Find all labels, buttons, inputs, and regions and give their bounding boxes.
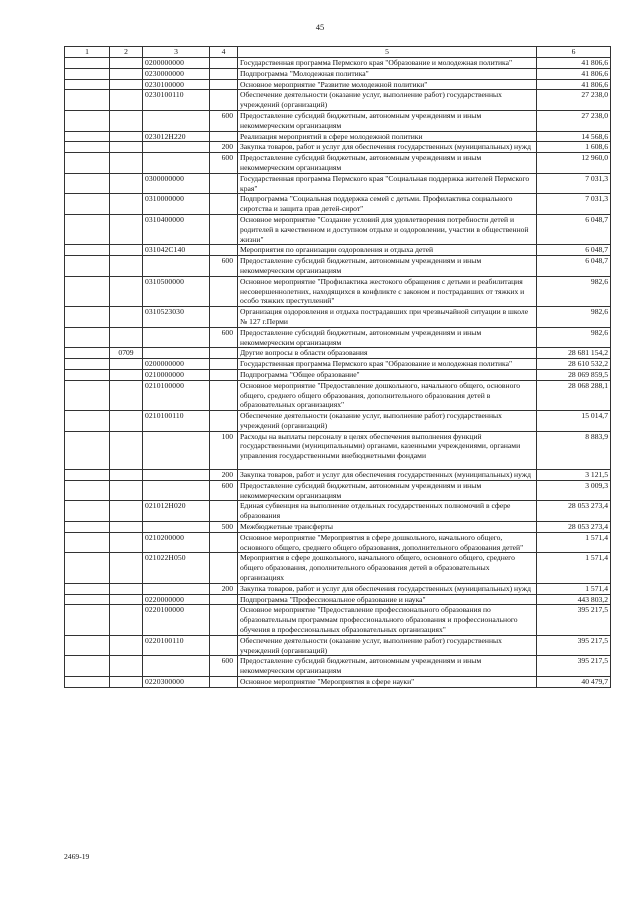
table-row [65,276,611,306]
cell-target-code [143,142,210,153]
cell-description: Предоставление субсидий бюджетным, автономным учреждениям и иным некоммерческим организациям [238,656,537,677]
cell-amount: 1 571,4 [537,583,611,594]
budget-table [64,46,611,688]
cell-section-code [110,583,143,594]
table-row [65,173,611,194]
cell-amount: 27 238,0 [537,90,611,111]
cell-section-code [110,656,143,677]
cell-expense-type: 100 [210,431,238,469]
cell-section-code [110,245,143,256]
cell-description: Предоставление субсидий бюджетным, автономным учреждениям и иным некоммерческим организациям [238,110,537,131]
cell-description: Подпрограмма "Общее образование" [238,369,537,380]
cell-col-1 [65,153,110,174]
cell-section-code [110,635,143,656]
cell-expense-type [210,369,238,380]
cell-target-code [143,431,210,469]
cell-amount: 1 571,4 [537,553,611,583]
cell-amount: 3 121,5 [537,470,611,481]
cell-amount: 395 217,5 [537,635,611,656]
cell-target-code: 021022Н050 [143,553,210,583]
cell-section-code [110,522,143,533]
cell-col-1 [65,594,110,605]
cell-col-1 [65,431,110,469]
table-row [65,594,611,605]
cell-col-1 [65,411,110,432]
cell-expense-type: 500 [210,522,238,533]
cell-target-code [143,348,210,359]
cell-description: Подпрограмма "Профессиональное образование и наука" [238,594,537,605]
cell-amount: 6 048,7 [537,256,611,277]
cell-expense-type [210,245,238,256]
cell-target-code: 0210100110 [143,411,210,432]
cell-section-code [110,79,143,90]
cell-description: Предоставление субсидий бюджетным, автономным учреждениям и иным некоммерческим организациям [238,480,537,501]
cell-amount: 395 217,5 [537,656,611,677]
cell-target-code: 0310000000 [143,194,210,215]
column-header-2: 2 [110,47,143,58]
cell-section-code [110,605,143,635]
table-body [65,58,611,688]
cell-target-code: 023012Н220 [143,131,210,142]
cell-description: Закупка товаров, работ и услуг для обеспечения государственных (муниципальных) нужд [238,583,537,594]
cell-expense-type [210,173,238,194]
cell-target-code: 0230000000 [143,68,210,79]
table-row [65,480,611,501]
cell-description: Предоставление субсидий бюджетным, автономным учреждениям и иным некоммерческим организациям [238,327,537,348]
cell-amount: 28 053 273,4 [537,522,611,533]
cell-section-code [110,256,143,277]
cell-expense-type [210,380,238,410]
table-row [65,131,611,142]
cell-expense-type [210,501,238,522]
table-row [65,256,611,277]
cell-section-code [110,501,143,522]
table-row [65,380,611,410]
cell-col-1 [65,307,110,328]
table-row [65,142,611,153]
cell-amount: 41 806,6 [537,79,611,90]
table-row [65,522,611,533]
cell-target-code [143,153,210,174]
column-header-5: 5 [238,47,537,58]
cell-target-code [143,522,210,533]
cell-section-code [110,532,143,553]
cell-expense-type [210,79,238,90]
table-row [65,553,611,583]
cell-expense-type: 600 [210,480,238,501]
cell-section-code [110,131,143,142]
cell-expense-type [210,276,238,306]
cell-expense-type [210,605,238,635]
cell-col-1 [65,470,110,481]
cell-description: Реализация мероприятий в сфере молодежной политики [238,131,537,142]
cell-description: Межбюджетные трансферты [238,522,537,533]
cell-amount: 41 806,6 [537,58,611,69]
cell-col-1 [65,480,110,501]
cell-col-1 [65,380,110,410]
cell-col-1 [65,194,110,215]
cell-description: Основное мероприятие "Предоставление профессионального образования по образовательным программам профессионального образования и профессионального обучения в профессиональных образовательных организациях" [238,605,537,635]
cell-target-code [143,110,210,131]
cell-amount: 6 048,7 [537,245,611,256]
cell-description: Государственная программа Пермского края "Образование и молодежная политика" [238,359,537,370]
cell-description: Обеспечение деятельности (оказание услуг, выполнение работ) государственных учреждений (организаций) [238,635,537,656]
cell-expense-type [210,90,238,111]
cell-target-code: 031042С140 [143,245,210,256]
cell-target-code: 0220000000 [143,594,210,605]
table-row [65,153,611,174]
cell-col-1 [65,276,110,306]
table-row [65,470,611,481]
cell-col-1 [65,79,110,90]
cell-description: Закупка товаров, работ и услуг для обеспечения государственных (муниципальных) нужд [238,142,537,153]
cell-expense-type: 600 [210,256,238,277]
cell-expense-type [210,214,238,244]
table-row [65,79,611,90]
header-row [65,47,611,58]
cell-amount: 8 883,9 [537,431,611,469]
cell-section-code [110,194,143,215]
cell-amount: 28 069 859,5 [537,369,611,380]
cell-section-code [110,110,143,131]
table-row [65,359,611,370]
cell-amount: 7 031,3 [537,173,611,194]
cell-col-1 [65,605,110,635]
cell-target-code [143,480,210,501]
cell-target-code: 0220100110 [143,635,210,656]
cell-amount: 1 571,4 [537,532,611,553]
cell-description: Предоставление субсидий бюджетным, автономным учреждениям и иным некоммерческим организациям [238,153,537,174]
cell-target-code [143,470,210,481]
cell-target-code: 021012Н020 [143,501,210,522]
cell-description: Основное мероприятие "Мероприятия в сфере дошкольного, начального общего, основного общего, среднего общего образования, дополнительного образования детей" [238,532,537,553]
cell-col-1 [65,90,110,111]
cell-target-code: 0220100000 [143,605,210,635]
column-header-4: 4 [210,47,238,58]
table-row [65,110,611,131]
cell-target-code [143,327,210,348]
cell-section-code [110,68,143,79]
cell-amount: 28 681 154,2 [537,348,611,359]
cell-col-1 [65,656,110,677]
cell-expense-type [210,68,238,79]
cell-expense-type [210,635,238,656]
cell-section-code [110,142,143,153]
cell-description: Подпрограмма "Молодежная политика" [238,68,537,79]
cell-expense-type: 200 [210,470,238,481]
cell-description: Мероприятия в сфере дошкольного, начального общего, основного общего, среднего общего образования, дополнительного образования детей в образовательных организациях [238,553,537,583]
cell-description: Обеспечение деятельности (оказание услуг, выполнение работ) государственных учреждений (организаций) [238,90,537,111]
cell-section-code [110,173,143,194]
table-header [65,47,611,58]
cell-target-code: 0200000000 [143,58,210,69]
cell-target-code: 0310500000 [143,276,210,306]
table-row [65,532,611,553]
cell-section-code [110,359,143,370]
cell-amount: 40 479,7 [537,677,611,688]
table-row [65,677,611,688]
cell-amount: 982,6 [537,307,611,328]
cell-amount: 1 608,6 [537,142,611,153]
table-row [65,369,611,380]
cell-amount: 3 009,3 [537,480,611,501]
table-row [65,348,611,359]
cell-description: Основное мероприятие "Мероприятия в сфере науки" [238,677,537,688]
cell-expense-type [210,532,238,553]
cell-target-code: 0210100000 [143,380,210,410]
column-header-6: 6 [537,47,611,58]
cell-target-code [143,583,210,594]
cell-col-1 [65,532,110,553]
cell-expense-type [210,58,238,69]
cell-col-1 [65,173,110,194]
cell-col-1 [65,131,110,142]
cell-description: Государственная программа Пермского края "Социальная поддержка жителей Пермского края" [238,173,537,194]
cell-expense-type [210,131,238,142]
cell-section-code [110,153,143,174]
cell-target-code: 0230100110 [143,90,210,111]
cell-description: Основное мероприятие "Предоставление дошкольного, начального общего, основного общего, среднего общего образования, дополнительного образования детей в образовательных организациях" [238,380,537,410]
cell-col-1 [65,110,110,131]
cell-col-1 [65,369,110,380]
cell-description: Основное мероприятие "Профилактика жестокого обращения с детьми и реабилитация несовершеннолетних, находящихся в конфликте с законом и пострадавших от тяжких и особо тяжких преступлений" [238,276,537,306]
cell-expense-type [210,411,238,432]
cell-col-1 [65,256,110,277]
cell-section-code [110,411,143,432]
cell-expense-type: 600 [210,153,238,174]
table-row [65,307,611,328]
cell-target-code: 0300000000 [143,173,210,194]
cell-section-code [110,276,143,306]
cell-section-code [110,380,143,410]
page-number: 45 [315,22,325,32]
cell-target-code: 0310523030 [143,307,210,328]
table-row [65,411,611,432]
table-row [65,635,611,656]
cell-expense-type: 200 [210,583,238,594]
cell-amount: 14 568,6 [537,131,611,142]
cell-expense-type [210,194,238,215]
cell-col-1 [65,583,110,594]
cell-target-code: 0230100000 [143,79,210,90]
cell-section-code [110,431,143,469]
cell-target-code [143,256,210,277]
cell-col-1 [65,58,110,69]
cell-col-1 [65,245,110,256]
table-row [65,245,611,256]
table-row [65,431,611,469]
cell-section-code [110,480,143,501]
cell-col-1 [65,553,110,583]
cell-expense-type [210,348,238,359]
cell-section-code [110,470,143,481]
cell-description: Предоставление субсидий бюджетным, автономным учреждениям и иным некоммерческим организациям [238,256,537,277]
cell-amount: 15 014,7 [537,411,611,432]
cell-amount: 41 806,6 [537,68,611,79]
cell-section-code: 0709 [110,348,143,359]
cell-description: Закупка товаров, работ и услуг для обеспечения государственных (муниципальных) нужд [238,470,537,481]
cell-amount: 12 960,0 [537,153,611,174]
cell-section-code [110,327,143,348]
column-header-3: 3 [143,47,210,58]
cell-expense-type [210,307,238,328]
cell-amount: 28 068 288,1 [537,380,611,410]
cell-section-code [110,369,143,380]
table-row [65,656,611,677]
cell-expense-type: 200 [210,142,238,153]
cell-amount: 982,6 [537,327,611,348]
cell-col-1 [65,348,110,359]
cell-amount: 6 048,7 [537,214,611,244]
cell-col-1 [65,68,110,79]
cell-target-code: 0220300000 [143,677,210,688]
table-row [65,68,611,79]
cell-target-code: 0210200000 [143,532,210,553]
column-header-1: 1 [65,47,110,58]
table-row [65,501,611,522]
cell-description: Основное мероприятие "Создание условий для удовлетворения потребности детей и родителей в качественном и доступном отдыхе и оздоровлении, участии в общественной жизни" [238,214,537,244]
cell-description: Государственная программа Пермского края "Образование и молодежная политика" [238,58,537,69]
cell-amount: 27 238,0 [537,110,611,131]
cell-section-code [110,594,143,605]
cell-target-code: 0310400000 [143,214,210,244]
cell-expense-type [210,677,238,688]
cell-description: Основное мероприятие "Развитие молодежной политики" [238,79,537,90]
cell-expense-type: 600 [210,110,238,131]
cell-description: Расходы на выплаты персоналу в целях обеспечения выполнения функций государственными (муниципальными) органами, казенными учреждениями, органами управления государственными внебюджетными фондами [238,431,537,469]
cell-section-code [110,214,143,244]
cell-description: Обеспечение деятельности (оказание услуг, выполнение работ) государственных учреждений (организаций) [238,411,537,432]
cell-section-code [110,90,143,111]
cell-target-code: 0200000000 [143,359,210,370]
table-row [65,605,611,635]
cell-col-1 [65,522,110,533]
cell-amount: 28 610 532,2 [537,359,611,370]
cell-expense-type [210,359,238,370]
cell-section-code [110,553,143,583]
cell-section-code [110,307,143,328]
table-row [65,194,611,215]
cell-description: Единая субвенция на выполнение отдельных государственных полномочий в сфере образования [238,501,537,522]
cell-col-1 [65,142,110,153]
table-row [65,583,611,594]
cell-col-1 [65,214,110,244]
cell-description: Подпрограмма "Социальная поддержка семей с детьми. Профилактика социального сиротства и защита прав детей-сирот" [238,194,537,215]
cell-amount: 395 217,5 [537,605,611,635]
table-row [65,90,611,111]
cell-col-1 [65,359,110,370]
cell-expense-type [210,594,238,605]
cell-target-code [143,656,210,677]
cell-expense-type: 600 [210,327,238,348]
cell-amount: 982,6 [537,276,611,306]
footer-code: 2469-19 [64,852,90,861]
table-row [65,214,611,244]
cell-col-1 [65,635,110,656]
cell-amount: 28 053 273,4 [537,501,611,522]
table-row [65,327,611,348]
cell-col-1 [65,677,110,688]
cell-description: Другие вопросы в области образования [238,348,537,359]
cell-section-code [110,677,143,688]
cell-amount: 7 031,3 [537,194,611,215]
table-row [65,58,611,69]
cell-col-1 [65,327,110,348]
cell-expense-type [210,553,238,583]
cell-col-1 [65,501,110,522]
cell-target-code: 0210000000 [143,369,210,380]
cell-section-code [110,58,143,69]
cell-description: Организация оздоровления и отдыха пострадавших при чрезвычайной ситуации в школе № 127 г.Перми [238,307,537,328]
cell-expense-type: 600 [210,656,238,677]
cell-description: Мероприятия по организации оздоровления и отдыха детей [238,245,537,256]
cell-amount: 443 803,2 [537,594,611,605]
